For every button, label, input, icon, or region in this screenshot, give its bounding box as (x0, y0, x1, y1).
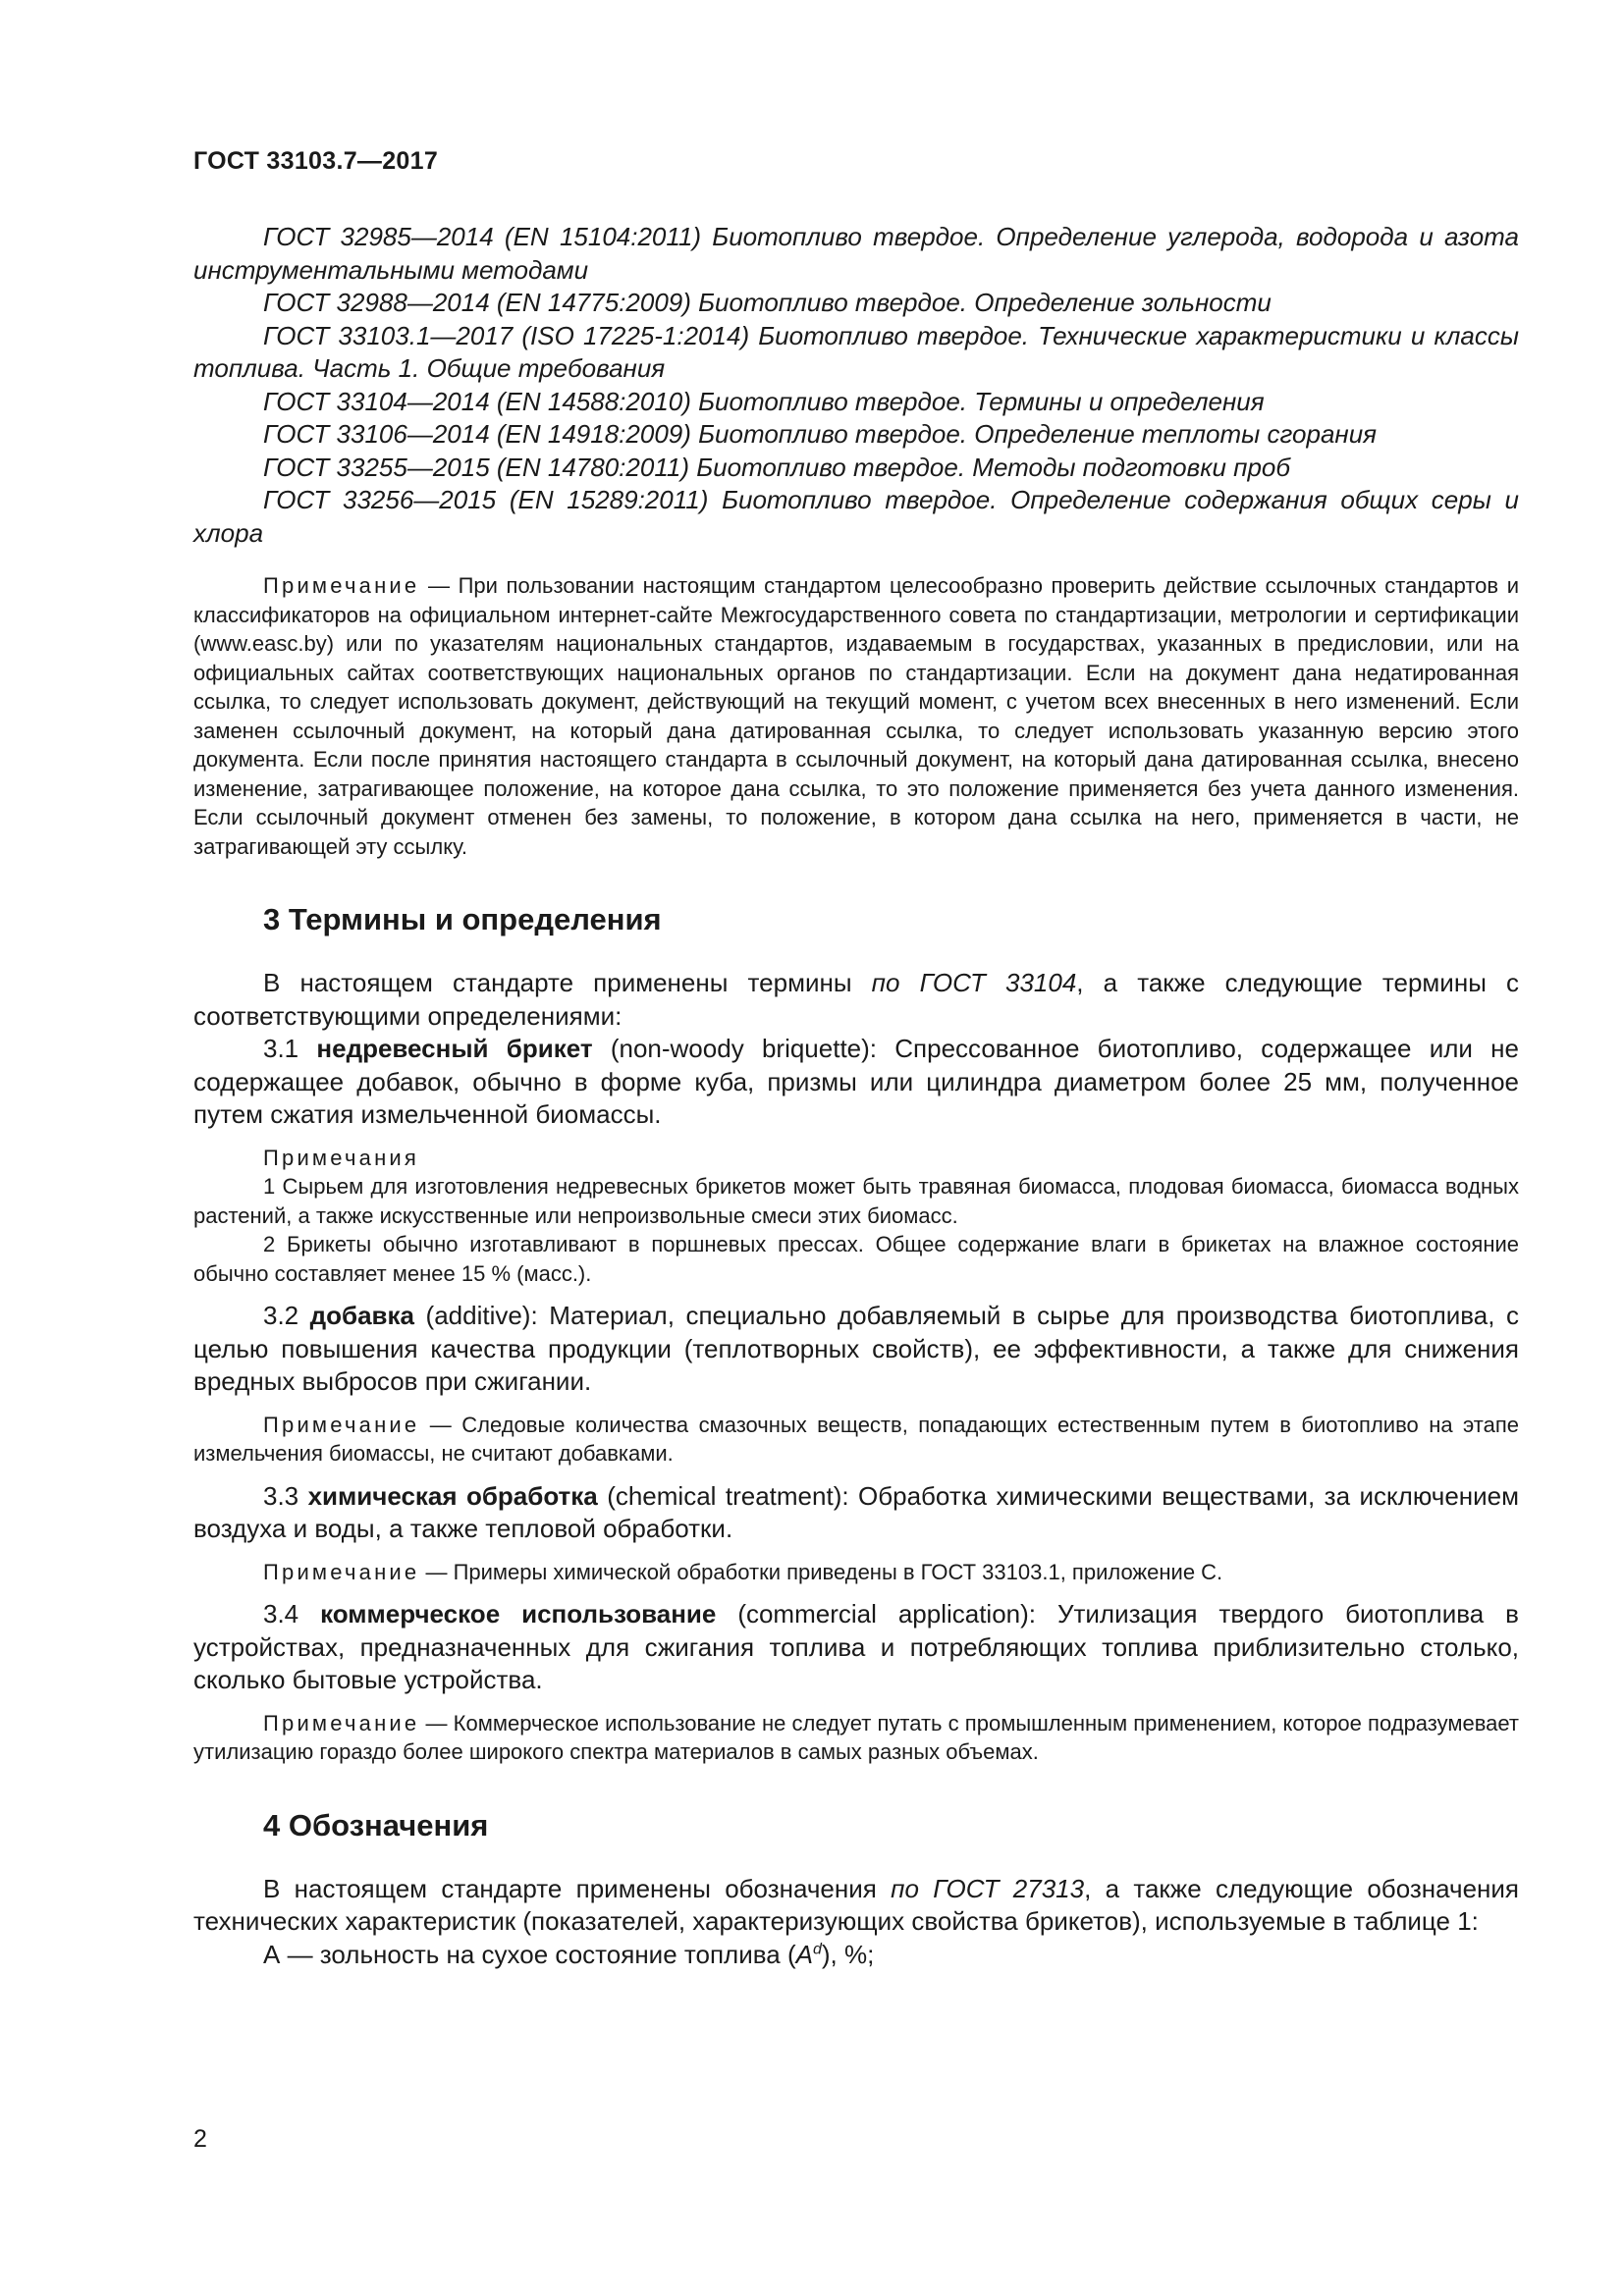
reference-link: по ГОСТ 27313 (891, 1873, 1085, 1903)
note-3-4: Примечание — Коммерческое использование не следует путать с промышленным применением, которое подразумевает утилизацию гораздо более широкого спектра материалов в самых разных объемах. (193, 1710, 1519, 1764)
term-3-3: 3.3 химическая обработка (chemical treatment): Обработка химическими веществами, за исключением воздуха и воды, а также тепловой обработки. (193, 1480, 1519, 1543)
term-3-1: 3.1 недревесный брикет (non-woody briquette): Спрессованное биотопливо, содержащее или не содержащее добавок, обычно в форме куба, призмы или цилиндра диаметром более 25 мм, полученное путем сжатия измельченной биомассы. (193, 1034, 1519, 1129)
reference-item: ГОСТ 33256—2015 (EN 15289:2011) Биотопливо твердое. Определение содержания общих серы и хлора (193, 485, 1519, 548)
reference-item: ГОСТ 32985—2014 (EN 15104:2011) Биотопливо твердое. Определение углерода, водорода и азота инструментальными методами (193, 222, 1519, 285)
reference-link: по ГОСТ 33104 (871, 968, 1077, 997)
section-3-title: 3 Термины и определения (263, 902, 662, 936)
note-label: Примечание (263, 573, 420, 598)
reference-item: ГОСТ 33106—2014 (EN 14918:2009) Биотопливо твердое. Определение теплоты сгорания (263, 419, 1378, 449)
term-name: химическая обработка (307, 1480, 598, 1511)
section-4-title: 4 Обозначения (263, 1807, 489, 1842)
term-3-2: 3.2 добавка (additive): Материал, специально добавляемый в сырье для производства биотоплива, с целью повышения качества продукции (теплотворных свойств), ее эффективности, а также для снижения вредных выбросов при сжигании. (193, 1301, 1519, 1396)
reference-item: ГОСТ 33255—2015 (EN 14780:2011) Биотопливо твердое. Методы подготовки проб (263, 452, 1291, 482)
reference-item: ГОСТ 32988—2014 (EN 14775:2009) Биотопливо твердое. Определение зольности (263, 288, 1272, 317)
reference-item: ГОСТ 33104—2014 (EN 14588:2010) Биотопливо твердое. Термины и определения (263, 386, 1265, 416)
reference-item: ГОСТ 33103.1—2017 (ISO 17225-1:2014) Биотопливо твердое. Технические характеристики и классы топлива. Часть 1. Общие требования (193, 320, 1519, 383)
page-number: 2 (193, 2125, 207, 2153)
note-3-3: Примечание — Примеры химической обработки приведены в ГОСТ 33103.1, приложение С. (263, 1559, 1223, 1584)
note-1: 1 Сырьем для изготовления недревесных брикетов может быть травяная биомасса, плодовая биомасса, биомасса водных растений, а также искусственные или непроизвольные смеси этих биомасс. (193, 1174, 1519, 1228)
symbol-a: А — зольность на сухое состояние топлива $(A^d)$, %; (263, 1939, 875, 1969)
term-name: коммерческое использование (320, 1599, 717, 1629)
term-name: недревесный брикет (316, 1034, 593, 1063)
normative-references (193, 221, 1519, 550)
note-3-2: Примечание — Следовые количества смазочных веществ, попадающих естественным путем в биотопливо на этапе измельчения биомассы, не считают добавками. (193, 1412, 1519, 1466)
term-3-4: 3.4 коммерческое использование (commercial application): Утилизация твердого биотоплива в устройствах, предназначенных для сжигания топлива и потребляющих топлива приблизительно столько, сколько бытовые устройства. (193, 1599, 1519, 1694)
section-3-intro: В настоящем стандарте применены термины по ГОСТ 33104, а также следующие термины с соответствующими определениями: (193, 968, 1520, 1031)
note-2: 2 Брикеты обычно изготавливают в поршневых прессах. Общее содержание влаги в брикетах на влажное состояние обычно составляет менее 15 % (масс.). (193, 1232, 1519, 1286)
section-4-intro: В настоящем стандарте применены обозначения по ГОСТ 27313, а также следующие обозначения технических характеристик (показателей, характеризующих свойства брикетов), используемые в таблице 1: (193, 1873, 1519, 1936)
references-note (193, 571, 1519, 861)
note-text: — При пользовании настоящим стандартом целесообразно проверить действие ссылочных стандартов и классификаторов на официальном интернет-сайте Межгосударственного совета по стандартизации, метрологии и сертификации (www.easc.by) или по указателям национальных стандартов, издаваемым в государствах, указанных в предисловии, или на официальных сайтах соответствующих национальных органов по стандартизации. Если на документ дана недатированная ссылка, то следует использовать документ, действующий на текущий момент, с учетом всех внесенных в него изменений. Если заменен ссылочный документ, на который дана датированная ссылка, то следует использовать указанную версию этого документа. Если после принятия настоящего стандарта в ссылочный документ, на который дана датированная ссылка, внесено изменение, затрагивающее положение, на которое дана ссылка, то это положение применяется без учета данного изменения. Если ссылочный документ отменен без замены, то положение, в котором дана ссылка на него, применяется в части, не затрагивающей эту ссылку. (193, 573, 1519, 859)
term-name: добавка (309, 1301, 415, 1330)
page-content (193, 221, 1519, 1971)
notes-label: Примечания (263, 1145, 420, 1170)
document-header: ГОСТ 33103.7—2017 (193, 147, 439, 175)
